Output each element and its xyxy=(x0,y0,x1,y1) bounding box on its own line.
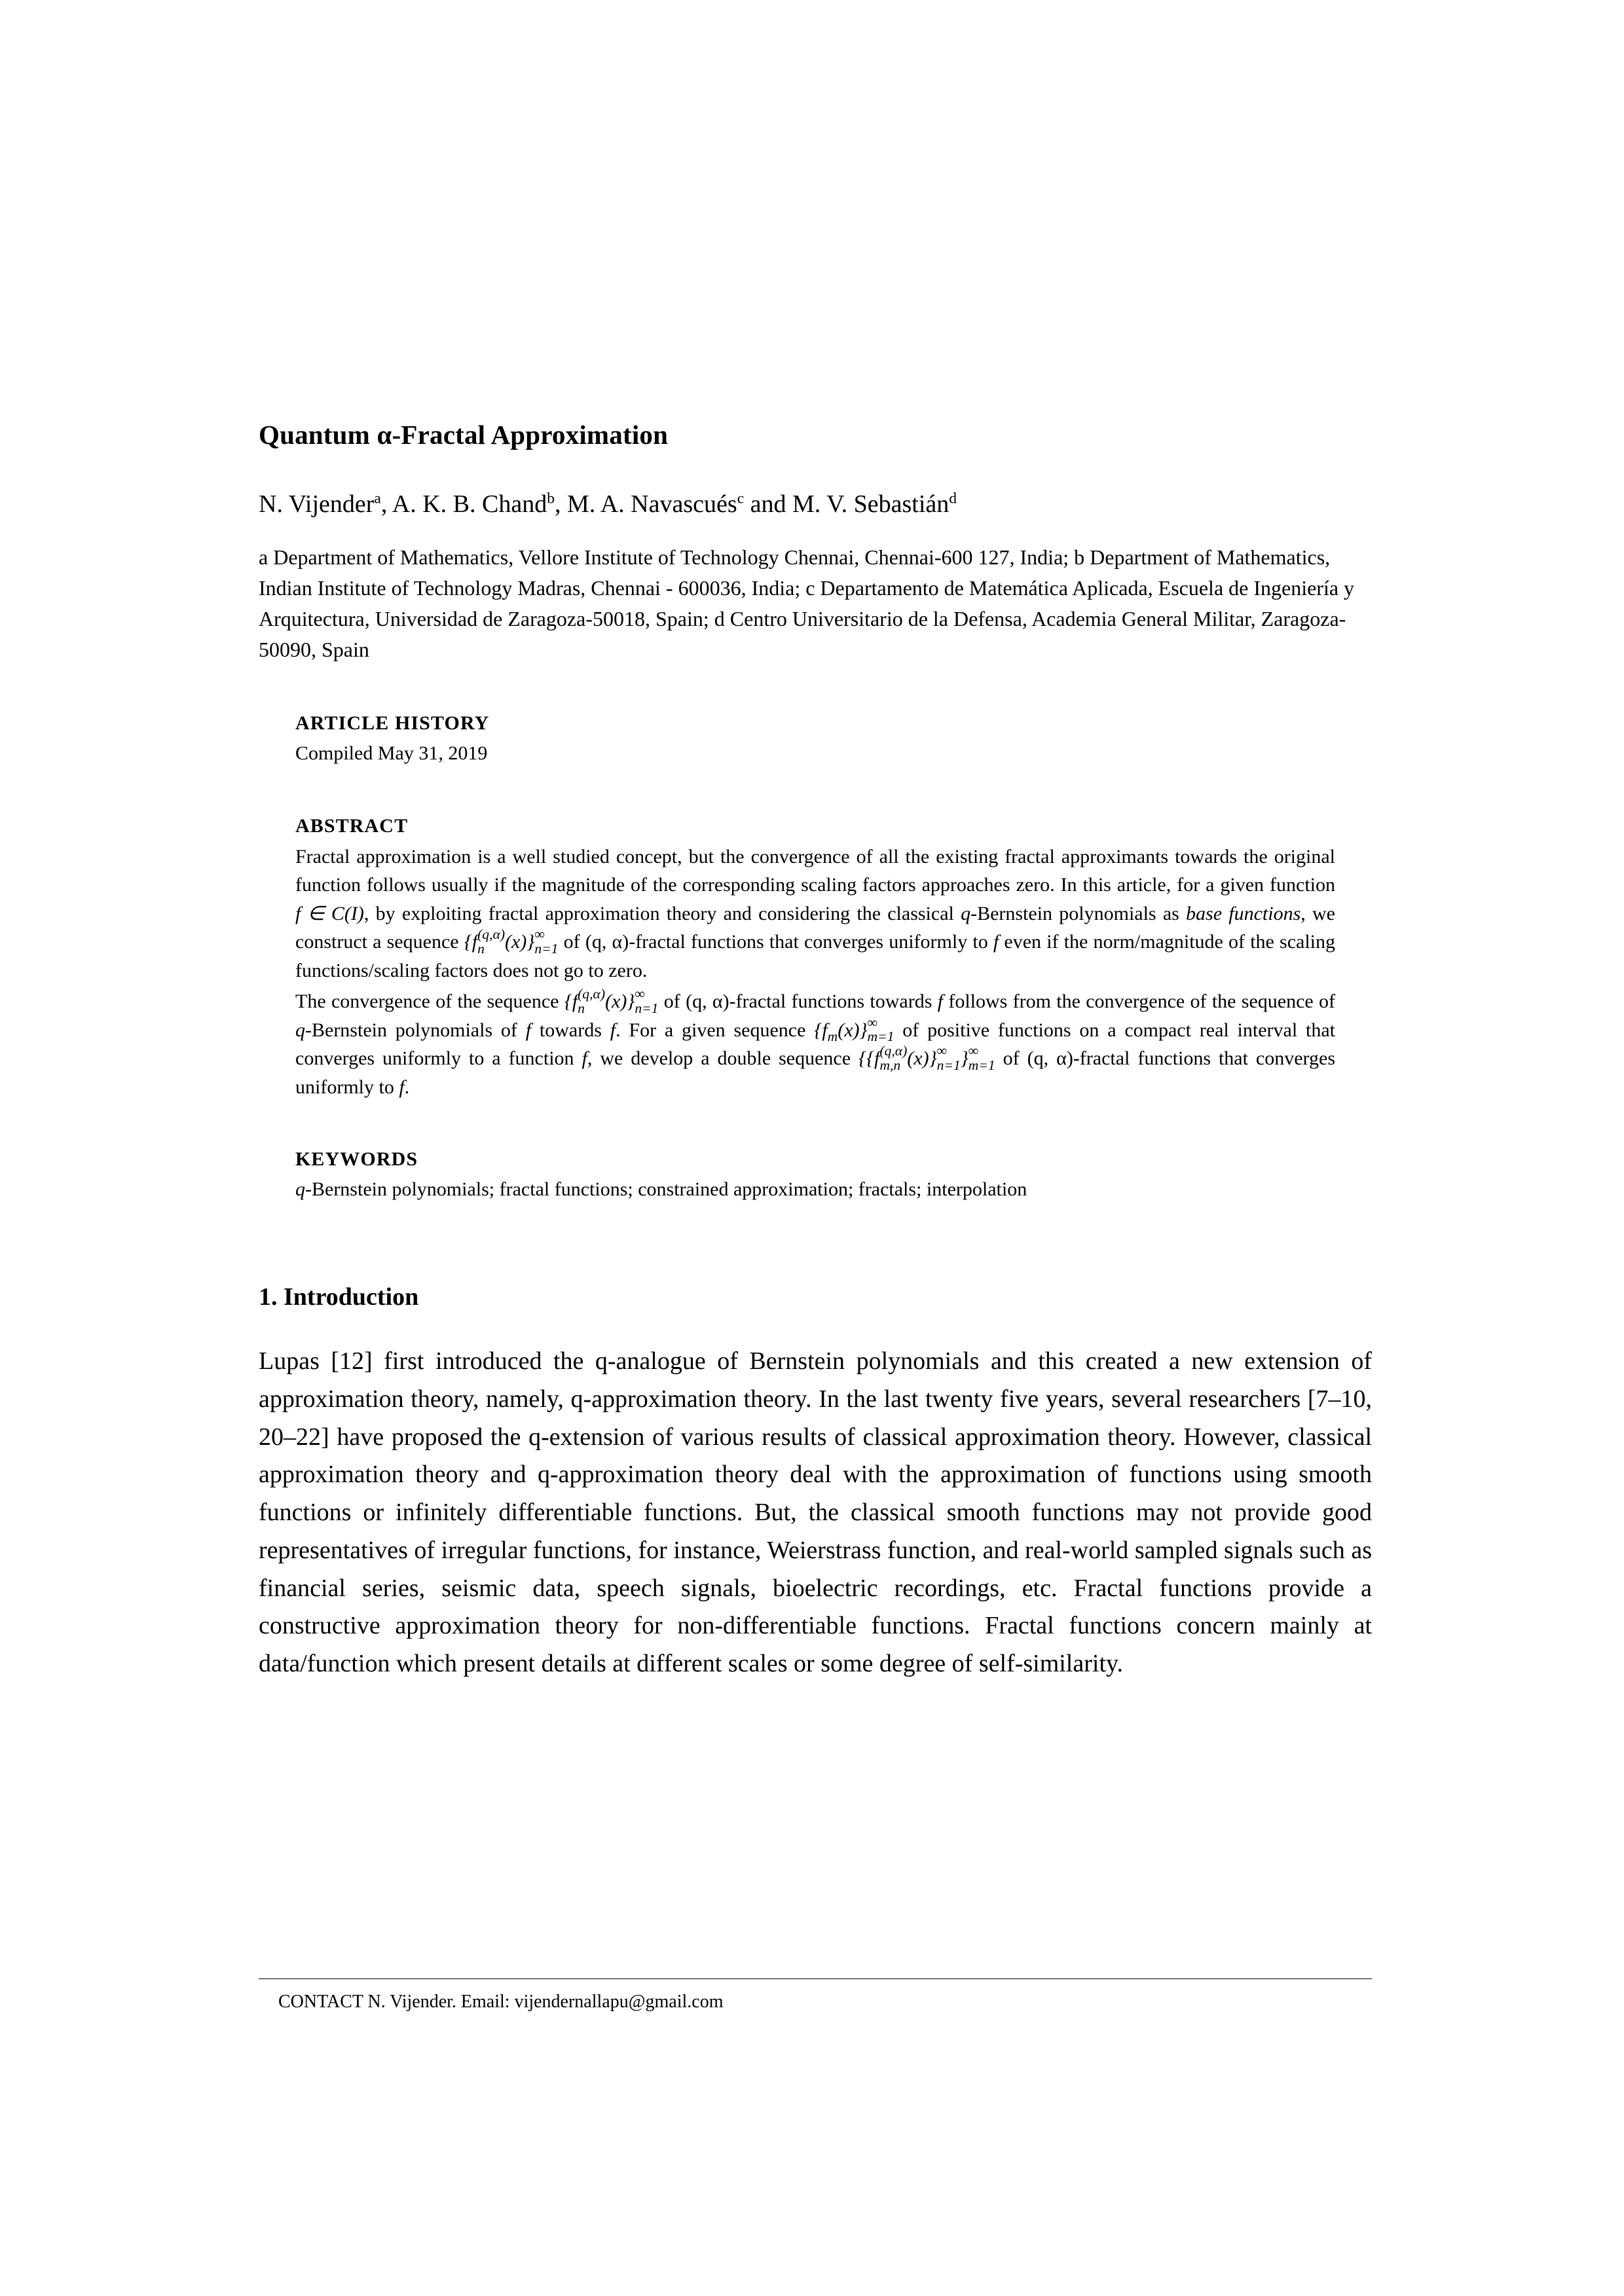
abstract-math-3-set-scripts xyxy=(534,928,558,956)
abstract2-math-f4: f xyxy=(581,1048,587,1070)
abstract-math-3-setsub: n=1 xyxy=(534,940,559,957)
abstract-text-4: , we construct a sequence xyxy=(295,902,1335,953)
abstract-heading: ABSTRACT xyxy=(295,814,409,837)
section-1-title: Introduction xyxy=(284,1283,419,1311)
abstract2-text-5: towards xyxy=(531,1019,610,1041)
abstract2-text-9: of (q, α)-fractal functions that converges uniformly to xyxy=(295,1048,1335,1098)
abstract-math-1: f ∈ C(I) xyxy=(295,902,364,924)
abstract-math-3 xyxy=(464,926,559,957)
abstract-math-3-sub: n xyxy=(477,940,485,957)
section-1-paragraph: Lupas [12] first introduced the q-analogue of Bernstein polynomials and this created a new extension of approximation theory, namely, q-approximation theory. In the last twenty five years, several researchers [7–10, 20–22] have proposed the q-extension of various results of classical approximation theory. However, classical approximation theory and q-approximation theory deal with the approximation of functions using smooth functions or infinitely differentiable functions. But, the classical smooth functions may not provide good representatives of irregular functions, for instance, Weierstrass function, and real-world sampled signals such as financial series, seismic data, speech signals, bioelectric recordings, etc. Fractal functions provide a constructive approximation theory for non-differentiable functions. Fractal functions concern mainly at data/function which present details at different scales or some degree of self-similarity. xyxy=(259,1347,1372,1677)
abstract2-math-f3: f xyxy=(610,1019,616,1041)
author-3: M. A. Navascués xyxy=(567,490,737,518)
author-2-mark: b xyxy=(547,490,555,507)
abstract-math-2: q xyxy=(961,902,971,924)
page-title: Quantum α-Fractal Approximation xyxy=(259,420,669,450)
author-3-mark: c xyxy=(737,490,745,507)
author-4-mark: d xyxy=(949,490,957,507)
abstract2-text-6: . For a given sequence xyxy=(616,1019,815,1041)
abstract-text-6: even if the norm/magnitude of the scaling functions/scaling factors does not go to zero. xyxy=(295,931,1335,981)
author-2: A. K. B. Chand xyxy=(392,490,547,518)
article-history-text: Compiled May 31, 2019 xyxy=(295,742,488,765)
abstract-paragraph-2 xyxy=(295,987,1335,1101)
keywords-rest: -Bernstein polynomials; fractal functions; constrained approximation; fractals; interpolation xyxy=(305,1178,1027,1201)
keywords-heading: KEYWORDS xyxy=(295,1148,418,1171)
author-1: N. Vijender xyxy=(259,490,375,518)
abstract-math-3-f: {f xyxy=(464,931,478,953)
abstract2-text-8: , we develop a double sequence xyxy=(587,1048,859,1070)
footnote-rule xyxy=(259,1978,1372,1979)
abstract-math-3-scripts xyxy=(477,928,505,956)
abstract-math-3-x: (x)} xyxy=(505,931,535,953)
abstract2-math-2: $\{f_m(x)\}$ ∞ m=1 xyxy=(814,1014,895,1045)
keywords-math-q: q xyxy=(295,1178,305,1201)
affiliations: a Department of Mathematics, Vellore Institute of Technology Chennai, Chennai-600 127, India; b Department of Mathematics, Indian Institute of Technology Madras, Chennai - 600036, India; c Departamento de Matemática Aplicada, Escuela de Ingeniería y Arquitectura, Universidad de Zaragoza-50018, Spain; d Centro Universitario de la Defensa, Academia General Militar, Zaragoza-50090, Spain xyxy=(259,545,1355,662)
abstract-text-5: of (q, α)-fractal functions that converges uniformly to xyxy=(558,931,993,953)
abstract-math-3-sup: (q,α) xyxy=(477,926,506,943)
abstract-math-4: f xyxy=(993,931,999,953)
abstract2-math-3: {{f (q,α) m,n (x)} ∞ n=1 } ∞ m=1 xyxy=(858,1043,995,1073)
abstract2-math-1: {f (q,α) n (x)} ∞ n=1 xyxy=(564,986,659,1016)
abstract2-text-2: of (q, α)-fractal functions towards xyxy=(658,991,938,1013)
abstract2-text-10: . xyxy=(404,1076,410,1098)
abstract-emph-1: base functions xyxy=(1186,902,1301,924)
author-4: M. V. Sebastián xyxy=(792,490,950,518)
section-1-number: 1. xyxy=(259,1283,278,1311)
abstract2-math-f1: f xyxy=(937,991,944,1013)
paper-content xyxy=(259,419,1372,1683)
abstract-paragraph-1 xyxy=(295,843,1335,985)
contact-footnote: CONTACT N. Vijender. Email: vijendernallapu@gmail.com xyxy=(278,1992,724,2012)
abstract2-text-3: follows from the convergence of the sequence of xyxy=(943,991,1336,1013)
abstract2-text-1: The convergence of the sequence xyxy=(295,991,564,1013)
abstract-text-3: -Bernstein polynomials as xyxy=(970,902,1187,924)
author-1-mark: a xyxy=(374,490,381,507)
abstract2-text-7: of positive functions on a compact real interval that converges uniformly to a function xyxy=(295,1019,1335,1070)
abstract-math-3-setsup: ∞ xyxy=(534,926,545,943)
section-1-heading xyxy=(259,1283,1372,1311)
abstract-text-1: Fractal approximation is a well studied concept, but the convergence of all the existing fractal approximants towards the original function follows usually if the magnitude of the corresponding scaling factors approaches zero. In this article, for a given function xyxy=(295,845,1335,896)
abstract2-text-4: -Bernstein polynomials of xyxy=(305,1019,526,1041)
front-matter-block xyxy=(295,712,1335,1204)
article-history-heading: ARTICLE HISTORY xyxy=(295,712,490,735)
keywords-text xyxy=(295,1176,1335,1204)
abstract2-math-f2: f xyxy=(525,1019,532,1041)
author-list: N. Vijender$^a$, A. K. B. Chand$^b$, M. A. Navascués$^c$ and M. V. Sebastián$^d$ xyxy=(259,490,957,518)
abstract-text-2: , by exploiting fractal approximation theory and considering the classical xyxy=(363,902,961,924)
abstract2-math-f5: f xyxy=(399,1076,405,1098)
abstract2-math-q1: q xyxy=(295,1019,305,1041)
